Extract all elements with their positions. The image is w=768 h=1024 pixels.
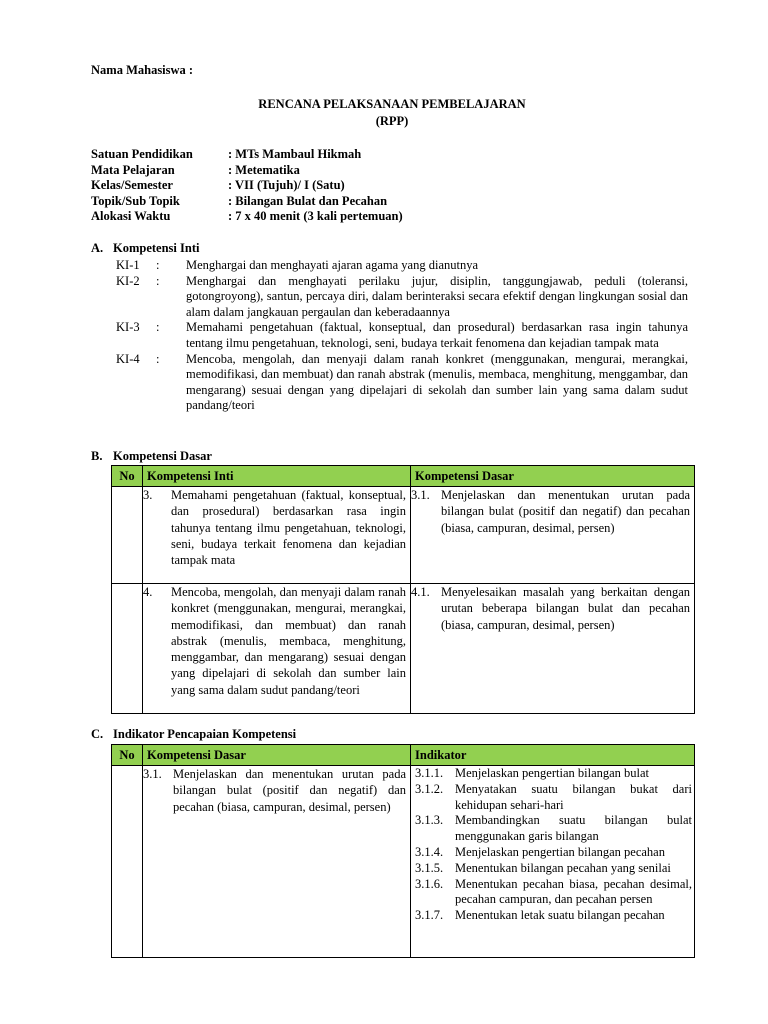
- indicator-number: 3.1.3.: [415, 813, 444, 828]
- identity-label: Alokasi Waktu: [91, 209, 171, 224]
- indicator-text: Membandingkan suatu bilangan bulat menggunakan garis bilangan: [455, 813, 692, 844]
- ki-number: 4.: [143, 585, 153, 599]
- ki-cell: [143, 487, 411, 584]
- indikator-table: [111, 744, 695, 958]
- student-name-label: Nama Mahasiswa :: [91, 63, 194, 77]
- identity-row: [91, 209, 403, 225]
- identity-value: : Bilangan Bulat dan Pecahan: [228, 193, 388, 208]
- ki-description: Memahami pengetahuan (faktual, konseptual, dan prosedural) berdasarkan rasa ingin tahunya tentang ilmu pengetahuan, teknologi, seni, budaya terkait fenomena dan kejadian tampak mata: [171, 488, 406, 568]
- kd-number: 3.1.: [143, 767, 162, 781]
- ki-cell: [143, 584, 411, 714]
- indicator-item: [415, 782, 694, 814]
- ki-colon: :: [156, 273, 160, 288]
- section-a-heading: [91, 241, 199, 256]
- column-header-kompetensi-dasar: Kompetensi Dasar: [143, 745, 411, 766]
- kd-cell: [411, 487, 695, 584]
- indicator-text: Menentukan pecahan biasa, pecahan desimal, pecahan campuran, dan pecahan persen: [455, 876, 692, 907]
- table-header-row: [112, 745, 695, 766]
- ki-code: KI-3: [116, 320, 140, 335]
- ki-code: KI-1: [116, 258, 140, 272]
- indicator-text: Menentukan bilangan pecahan yang senilai: [455, 860, 671, 875]
- row-number-cell: [112, 766, 143, 958]
- indicator-number: 3.1.2.: [415, 781, 444, 796]
- section-letter: C.: [91, 727, 104, 741]
- kd-description: Menjelaskan dan menentukan urutan pada bilangan bulat (positif dan negatif) dan pecahan (biasa, campuran, desimal, persen): [173, 767, 406, 814]
- identity-value: : 7 x 40 menit (3 kali pertemuan): [228, 209, 403, 224]
- section-title: Kompetensi Dasar: [113, 449, 212, 463]
- ki-description: Mencoba, mengolah, dan menyaji dalam ranah konkret (menggunakan, mengurai, merangkai, memodifikasi, dan membuat) dan ranah abstrak (menulis, membaca, menghitung, menggambar, dan mengarang) sesuai dengan yang dipelajari di sekolah dan sumber lain yang sama dalam sudut pandang/teori: [171, 585, 406, 697]
- kompetensi-inti-list: [116, 258, 688, 414]
- kd-description: Menjelaskan dan menentukan urutan pada bilangan bulat (positif dan negatif) dan pecahan (biasa, campuran, desimal, persen): [441, 488, 690, 535]
- identity-value: : Metematika: [228, 162, 300, 177]
- identity-label: Satuan Pendidikan: [91, 147, 193, 161]
- ki-item: [116, 320, 688, 351]
- indicator-item: [415, 908, 694, 924]
- indicator-text: Menyatakan suatu bilangan bukat dari kehidupan sehari-hari: [455, 781, 692, 812]
- ki-colon: :: [156, 320, 160, 335]
- ki-item: [116, 274, 688, 321]
- ki-text: Memahami pengetahuan (faktual, konseptual, dan prosedural) berdasarkan rasa ingin tahunya tentang ilmu pengetahuan, teknologi, seni, budaya terkait fenomena dan kejadian tampak mata: [186, 320, 688, 350]
- section-title: Kompetensi Inti: [113, 241, 200, 255]
- indicator-item: [415, 861, 694, 877]
- section-c-heading: [91, 727, 296, 742]
- indicator-number: 3.1.4.: [415, 844, 444, 859]
- kd-number: 4.1.: [411, 585, 430, 599]
- kd-cell: [411, 584, 695, 714]
- kompetensi-dasar-table: [111, 465, 695, 714]
- column-header-kompetensi-dasar: Kompetensi Dasar: [411, 466, 695, 487]
- section-title: Indikator Pencapaian Kompetensi: [113, 727, 297, 741]
- indicator-number: 3.1.5.: [415, 860, 444, 875]
- section-letter: A.: [91, 241, 104, 255]
- ki-colon: :: [156, 258, 160, 272]
- document-title: RENCANA PELAKSANAAN PEMBELAJARAN: [258, 97, 526, 111]
- ki-text: Menghargai dan menghayati perilaku jujur, disiplin, tanggungjawab, peduli (toleransi, gotongroyong), santun, percaya diri, dalam berinteraksi secara efektif dengan lingkungan sosial dan alam dalam jangkauan pergaulan dan keberadaannya: [186, 273, 688, 319]
- identity-label: Mata Pelajaran: [91, 162, 175, 177]
- identity-row: [91, 163, 403, 179]
- column-header-no: No: [112, 745, 143, 766]
- section-letter: B.: [91, 449, 103, 463]
- ki-item: [116, 352, 688, 414]
- ki-text: Menghargai dan menghayati ajaran agama yang dianutnya: [186, 258, 479, 272]
- table-row: [112, 766, 695, 958]
- kd-number: 3.1.: [411, 488, 430, 502]
- column-header-indikator: Indikator: [411, 745, 695, 766]
- document-subtitle: (RPP): [375, 114, 409, 128]
- indicator-number: 3.1.6.: [415, 876, 444, 891]
- identity-value: : MTs Mambaul Hikmah: [228, 147, 362, 161]
- identity-row: [91, 147, 403, 163]
- indicator-item: [415, 766, 694, 782]
- indicator-text: Menentukan letak suatu bilangan pecahan: [455, 908, 665, 923]
- identity-value: : VII (Tujuh)/ I (Satu): [228, 178, 345, 193]
- identity-label: Kelas/Semester: [91, 178, 173, 193]
- ki-number: 3.: [143, 488, 153, 502]
- kd-cell: [143, 766, 411, 958]
- indicator-number: 3.1.1.: [415, 766, 444, 780]
- ki-code: KI-4: [116, 351, 140, 366]
- identity-row: [91, 178, 403, 194]
- ki-code: KI-2: [116, 273, 140, 288]
- identity-label: Topik/Sub Topik: [91, 193, 180, 208]
- indicator-text: Menjelaskan pengertian bilangan bulat: [455, 766, 650, 780]
- column-header-no: No: [112, 466, 143, 487]
- indicator-item: [415, 845, 694, 861]
- indicator-cell: [411, 766, 695, 958]
- indicator-item: [415, 877, 694, 909]
- column-header-kompetensi-inti: Kompetensi Inti: [143, 466, 411, 487]
- identity-row: [91, 194, 403, 210]
- table-row: [112, 584, 695, 714]
- ki-text: Mencoba, mengolah, dan menyaji dalam ranah konkret (menggunakan, mengurai, merangkai, memodifikasi, dan membuat) dan ranah abstrak (menulis, membaca, menghitung, menggambar, dan mengarang) sesuai dengan yang dipelajari di sekolah dan sumber lain yang sama dalam sudut pandang/teori: [186, 351, 688, 413]
- table-header-row: [112, 466, 695, 487]
- table-row: [112, 487, 695, 584]
- ki-colon: :: [156, 351, 160, 366]
- indicator-text: Menjelaskan pengertian bilangan pecahan: [455, 844, 665, 859]
- identity-block: [91, 147, 403, 225]
- row-number-cell: [112, 487, 143, 584]
- indicator-item: [415, 813, 694, 845]
- row-number-cell: [112, 584, 143, 714]
- ki-item: [116, 258, 688, 274]
- indicator-number: 3.1.7.: [415, 908, 444, 923]
- section-b-heading: [91, 449, 212, 464]
- kd-description: Menyelesaikan masalah yang berkaitan dengan urutan beberapa bilangan bulat dan pecahan (biasa, campuran, desimal, persen): [441, 585, 690, 632]
